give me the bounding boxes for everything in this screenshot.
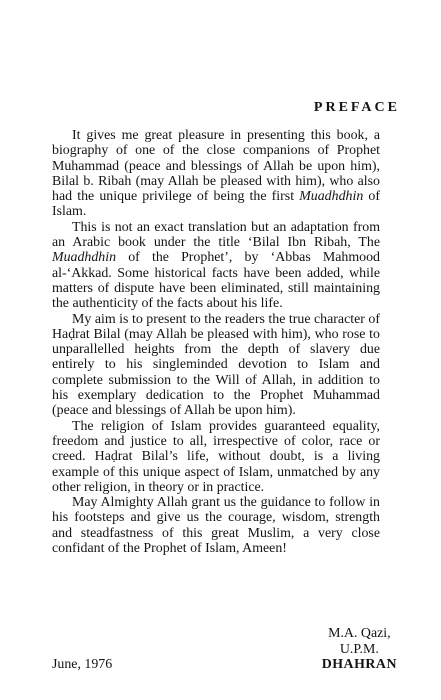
text-run: of the Prophet’, by ‘Abbas Mahmood al-‘Akkad. Some historical facts have been added, while matters of dispute have been eliminated, still maintaining the authenticity of the facts about his life. bbox=[52, 250, 380, 312]
author-affiliation: U.P.M. bbox=[339, 641, 379, 657]
italic-term: Muadhdhin bbox=[299, 189, 364, 205]
author-name: M.A. Qazi, bbox=[328, 626, 391, 641]
text-run: It gives me great pleasure in presenting this book, a biography of one of the close companions of Prophet Muhammad (peace and blessings of Allah be upon him), Bilal b. Ribah (may Allah be pleased with him), who also had the unique privilege of being the first bbox=[52, 128, 380, 205]
preface-paragraph bbox=[52, 312, 380, 419]
preface-date: June, 1976 bbox=[52, 657, 113, 672]
text-run: My aim is to present to the readers the true character of Haḍrat Bilal (may Allah be pleased with him), who rose to unparallelled heights from the depth of slavery due entirely to his singleminded devotion to Islam and complete submission to the Will of Allah, in addition to his exemplary dedication to the Prophet Muhammad (peace and blessings of Allah be upon him). bbox=[52, 311, 380, 419]
italic-term: Muadhdhin bbox=[52, 250, 117, 266]
preface-body bbox=[52, 128, 380, 556]
text-run: of Islam. bbox=[52, 189, 381, 220]
page-heading: PREFACE bbox=[313, 100, 400, 115]
text-run: May Almighty Allah grant us the guidance to follow in his footsteps and give us the courage, wisdom, strength and steadfastness of this great Muslim, a very close confidant of the Prophet of Islam, Ameen! bbox=[52, 495, 380, 557]
text-run: This is not an exact translation but an adaptation from an Arabic book under the title ‘Bilal Ibn Ribah, The bbox=[52, 219, 380, 251]
text-run: The religion of Islam provides guaranteed equality, freedom and justice to all, irrespective of color, race or creed. Haḍrat Bilal’s life, without doubt, is a living example of this unique aspect of Islam, unmatched by any other religion, in theory or in practice. bbox=[52, 418, 380, 495]
author-city: DHAHRAN bbox=[321, 657, 397, 672]
preface-paragraph bbox=[52, 495, 380, 556]
preface-paragraph bbox=[52, 220, 380, 312]
preface-paragraph bbox=[52, 419, 380, 495]
preface-paragraph bbox=[52, 128, 380, 220]
signature-block bbox=[322, 626, 397, 673]
